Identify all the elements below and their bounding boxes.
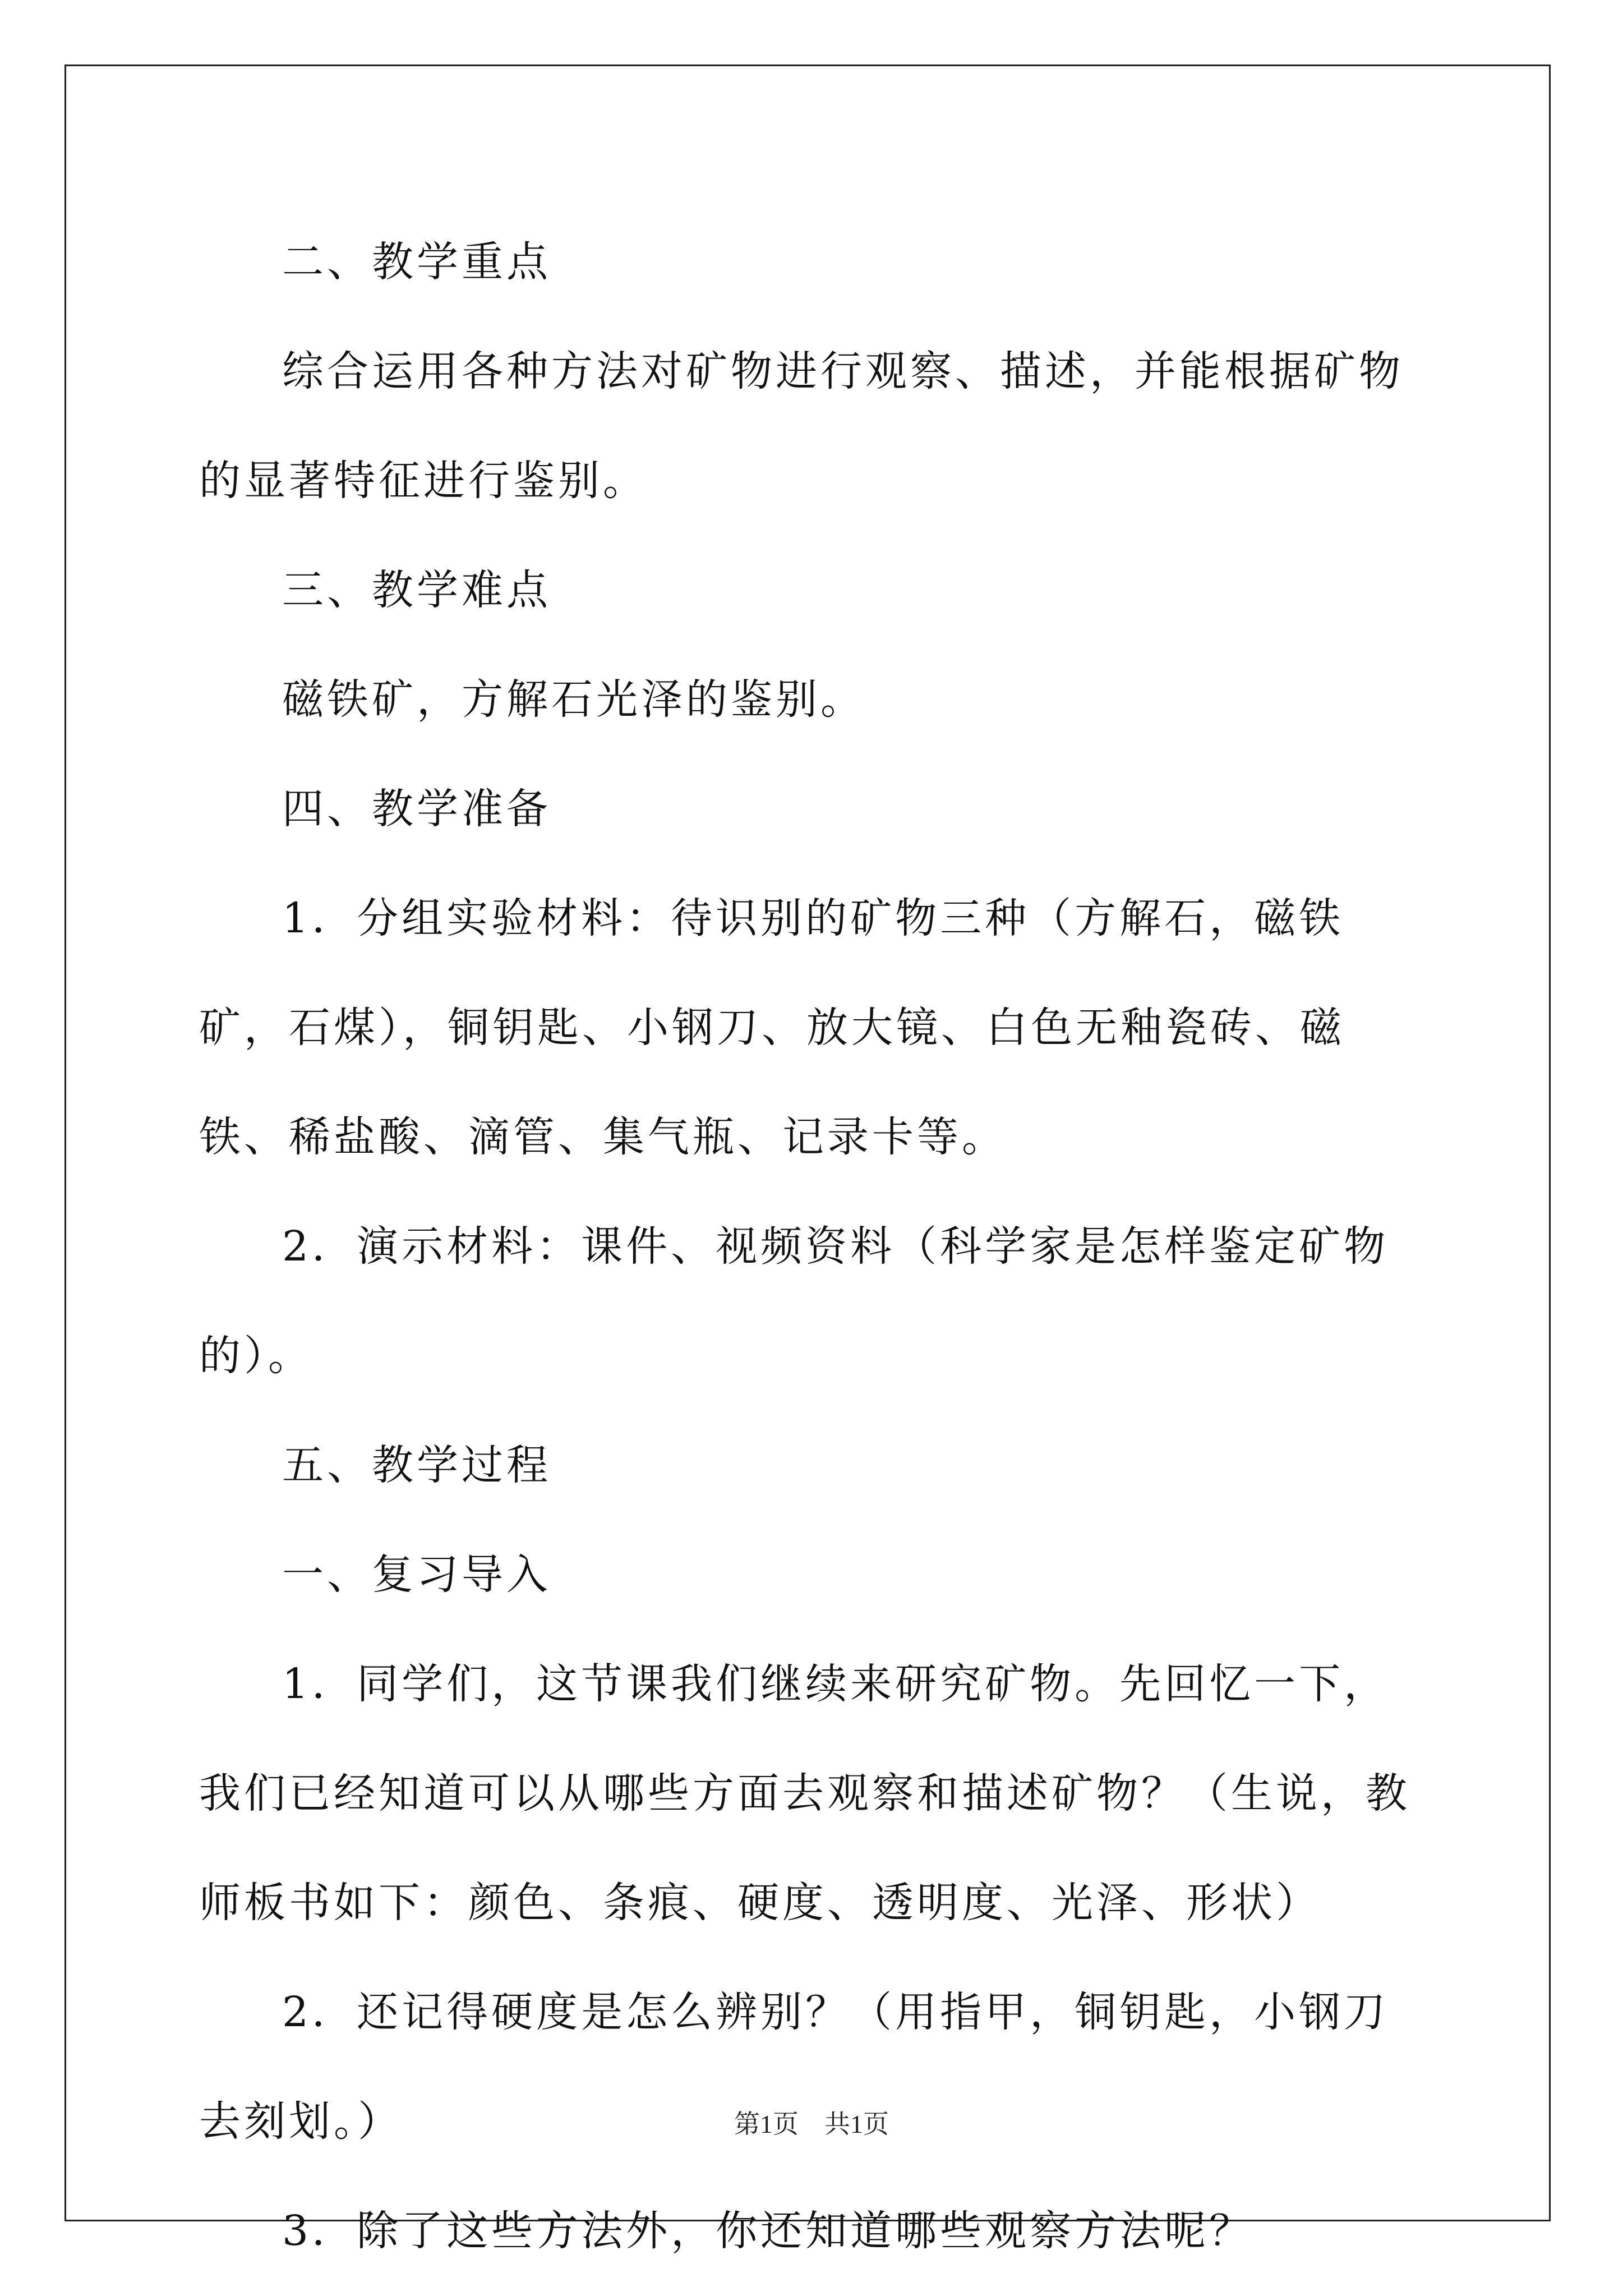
paragraph-review-question-3: 3．除了这些方法外，你还知道哪些观察方法呢？ bbox=[282, 2207, 1255, 2255]
paragraph-group-materials: 1．分组实验材料：待识别的矿物三种（方解石，磁铁矿，石煤），铜钥匙、小钢刀、放大镜、白色无釉瓷砖、磁铁、稀盐酸、滴管、集气瓶、记录卡等。 bbox=[199, 894, 1345, 1161]
paragraph-difficulty-content: 磁铁矿，方解石光泽的鉴别。 bbox=[282, 675, 865, 724]
page-footer: 第1页 共1页 bbox=[734, 2110, 889, 2138]
paragraph-review-question-2: 2．还记得硬度是怎么辨别？（用指甲，铜钥匙，小钢刀去刻划。） bbox=[199, 1988, 1389, 2146]
paragraph-focus-content: 综合运用各种方法对矿物进行观察、描述，并能根据矿物的显著特征进行鉴别。 bbox=[199, 347, 1404, 505]
paragraph-review-question-1: 1．同学们，这节课我们继续来研究矿物。先回忆一下，我们已经知道可以从哪些方面去观察和描述矿物？（生说，教师板书如下：颜色、条痕、硬度、透明度、光泽、形状） bbox=[199, 1660, 1410, 1927]
heading-teaching-difficulty: 三、教学难点 bbox=[282, 566, 551, 614]
heading-teaching-preparation: 四、教学准备 bbox=[282, 785, 551, 833]
heading-review-intro: 一、复习导入 bbox=[282, 1550, 551, 1599]
document-body bbox=[199, 208, 1422, 2286]
heading-teaching-process: 五、教学过程 bbox=[282, 1441, 551, 1489]
paragraph-demo-materials: 2．演示材料：课件、视频资料（科学家是怎样鉴定矿物的）。 bbox=[199, 1222, 1389, 1380]
heading-teaching-focus: 二、教学重点 bbox=[282, 238, 551, 286]
